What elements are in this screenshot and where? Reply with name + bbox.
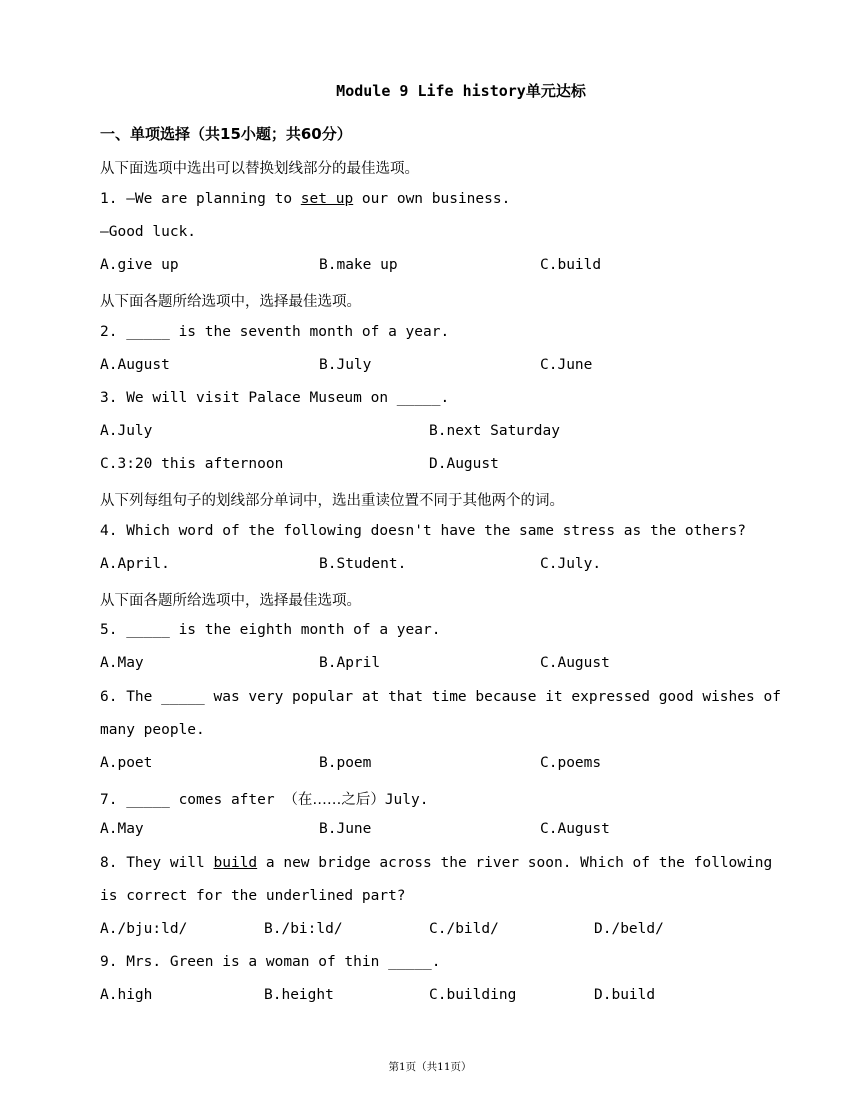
question-3: 3. We will visit Palace Museum on _____. xyxy=(100,390,450,406)
q8-option-b: B./bi:ld/ xyxy=(264,921,343,937)
question-8-underlined: build xyxy=(213,855,258,871)
q9-option-d: D.build xyxy=(594,987,656,1003)
question-7-text: 7. _____ comes after xyxy=(100,792,284,808)
question-8 xyxy=(100,855,772,871)
q3-option-a: A.July xyxy=(100,423,153,439)
q4-option-c: C.July. xyxy=(540,556,602,572)
q9-option-c: C.building xyxy=(429,987,517,1003)
question-7 xyxy=(100,788,428,809)
q1-option-c: C.build xyxy=(540,257,602,273)
q6-option-c: C.poems xyxy=(540,755,602,771)
q8-option-c: C./bild/ xyxy=(429,921,499,937)
question-4: 4. Which word of the following doesn't have the same stress as the others? xyxy=(100,523,747,539)
question-1-underlined: set up xyxy=(300,191,354,207)
question-7-text-end: July. xyxy=(384,792,429,808)
question-8-text: 8. They will xyxy=(100,855,214,871)
question-5: 5. _____ is the eighth month of a year. xyxy=(100,622,441,638)
q4-option-b: B.Student. xyxy=(319,556,407,572)
section-heading: 一、单项选择（共15小题；共60分） xyxy=(100,125,352,143)
question-1-text: 1. —We are planning to xyxy=(100,191,301,207)
question-9: 9. Mrs. Green is a woman of thin _____. xyxy=(100,954,441,970)
question-8-text-end: a new bridge across the river soon. Which of the following xyxy=(257,855,773,871)
question-6: 6. The _____ was very popular at that time because it expressed good wishes of xyxy=(100,689,781,705)
q1-option-b: B.make up xyxy=(319,257,398,273)
q2-option-a: A.August xyxy=(100,357,170,373)
q5-option-b: B.April xyxy=(319,655,381,671)
q9-option-b: B.height xyxy=(264,987,334,1003)
q9-option-a: A.high xyxy=(100,987,153,1003)
question-1-text-end: our own business. xyxy=(353,191,511,207)
question-8-continued: is correct for the underlined part? xyxy=(100,888,406,904)
question-1-reply: —Good luck. xyxy=(100,224,197,240)
q8-option-a: A./bju:ld/ xyxy=(100,921,188,937)
q1-option-a: A.give up xyxy=(100,257,179,273)
instruction-4: 从下面各题所给选项中，选择最佳选项。 xyxy=(100,593,361,609)
question-1 xyxy=(100,191,510,207)
q3-option-b: B.next Saturday xyxy=(429,423,560,439)
q2-option-b: B.July xyxy=(319,357,372,373)
question-2: 2. _____ is the seventh month of a year. xyxy=(100,324,450,340)
question-7-hint: （在……之后） xyxy=(283,792,385,808)
instruction-3: 从下列每组句子的划线部分单词中，选出重读位置不同于其他两个的词。 xyxy=(100,493,564,509)
q8-option-d: D./beld/ xyxy=(594,921,664,937)
q2-option-c: C.June xyxy=(540,357,593,373)
q6-option-a: A.poet xyxy=(100,755,153,771)
page-title: Module 9 Life history单元达标 xyxy=(336,82,586,100)
q5-option-a: A.May xyxy=(100,655,144,671)
q7-option-b: B.June xyxy=(319,821,372,837)
q4-option-a: A.April. xyxy=(100,556,170,572)
question-6-continued: many people. xyxy=(100,722,205,738)
q7-option-a: A.May xyxy=(100,821,144,837)
q3-option-d: D.August xyxy=(429,456,499,472)
q3-option-c: C.3:20 this afternoon xyxy=(100,456,284,472)
q7-option-c: C.August xyxy=(540,821,610,837)
q6-option-b: B.poem xyxy=(319,755,372,771)
page-footer: 第1页（共11页） xyxy=(388,1061,472,1073)
instruction-1: 从下面选项中选出可以替换划线部分的最佳选项。 xyxy=(100,161,419,177)
instruction-2: 从下面各题所给选项中，选择最佳选项。 xyxy=(100,294,361,310)
q5-option-c: C.August xyxy=(540,655,610,671)
